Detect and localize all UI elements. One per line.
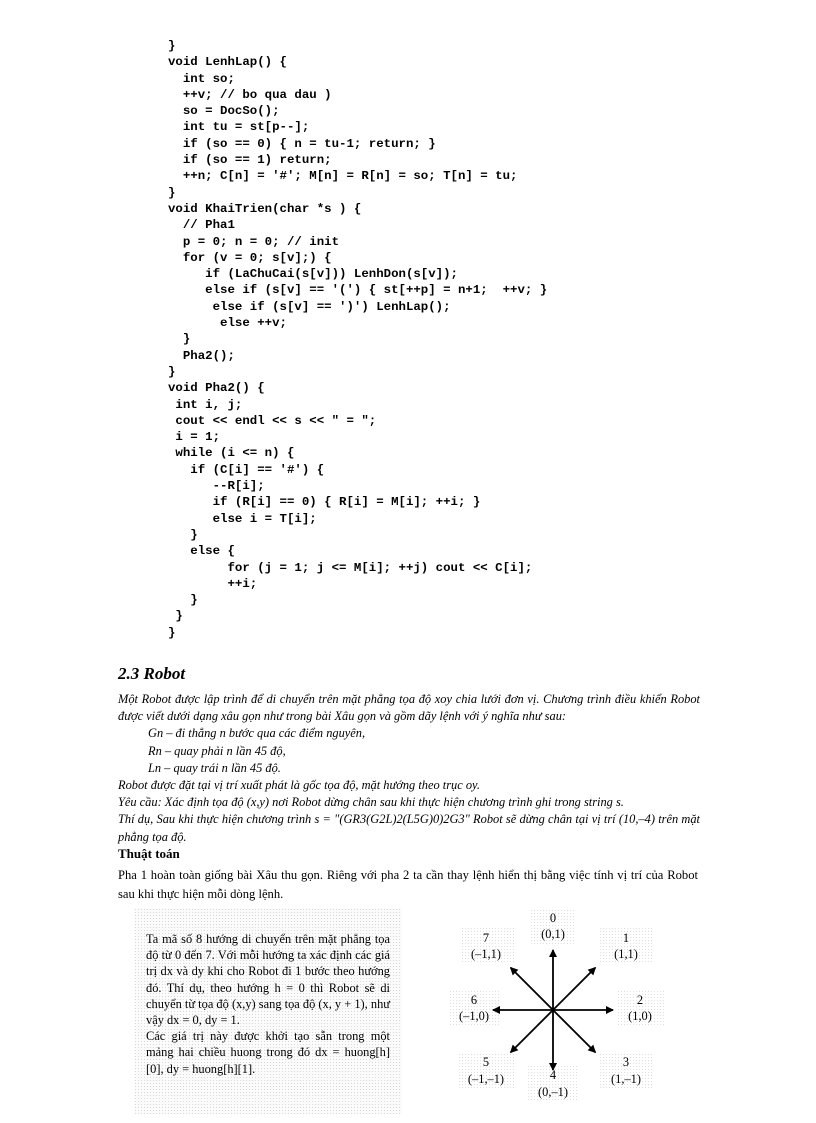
- code-line: }: [168, 39, 176, 53]
- direction-index-label: 1: [622, 931, 630, 945]
- problem-requirement: Yêu cầu: Xác định tọa độ (x,y) nơi Robot dừng chân sau khi thực hiện chương trình ghi trong string s.: [118, 795, 624, 810]
- direction-index-label: 0: [549, 911, 557, 925]
- code-line: ++v; // bo qua dau ): [168, 87, 332, 102]
- direction-index-label: 5: [482, 1055, 490, 1069]
- command-item: Ln – quay trái n lần 45 độ.: [148, 760, 281, 775]
- direction-coord-label: (0,1): [541, 927, 565, 941]
- direction-coord-label: (–1,0): [459, 1009, 489, 1023]
- code-block: [168, 38, 547, 641]
- direction-arrow-7: [511, 968, 553, 1010]
- code-line: else if (s[v] == '(') { st[++p] = n+1; ++v; }: [168, 283, 548, 298]
- code-line: else if (s[v] == ')') LenhLap();: [168, 299, 451, 314]
- code-line: i = 1;: [168, 430, 221, 445]
- code-line: if (C[i] == '#') {: [168, 462, 325, 477]
- code-line: ++n; C[n] = '#'; M[n] = R[n] = so; T[n] = tu;: [168, 169, 518, 184]
- direction-coord-label: (–1,–1): [467, 1072, 505, 1086]
- code-line: }: [168, 527, 198, 542]
- code-line: if (so == 1) return;: [168, 153, 332, 168]
- direction-index-label: 3: [622, 1055, 630, 1069]
- code-line: }: [168, 185, 176, 200]
- direction-arrow-1: [553, 968, 595, 1010]
- direction-arrow-5: [511, 1010, 553, 1052]
- section-title: 2.3 Robot: [118, 664, 186, 683]
- code-line: cout << endl << s << " = ";: [168, 413, 377, 428]
- note-paragraph-1: Ta mã số 8 hướng di chuyển trên mặt phẳng tọa độ từ 0 đến 7. Với mỗi hướng ta xác định các giá trị dx và dy khi cho Robot đi 1 bước theo hướng đó. Thí dụ, theo hướng h = 0 thì Robot sẽ di chuyển từ tọa độ (x,y) sang tọa độ (x, y + 1), như vậy dx = 0, dy = 1.: [146, 932, 390, 1028]
- code-line: int tu = st[p--];: [168, 120, 310, 135]
- direction-arrow-3: [553, 1010, 595, 1052]
- direction-index-label: 4: [549, 1068, 557, 1082]
- code-line: else i = T[i];: [168, 511, 317, 526]
- code-line: void LenhLap() {: [168, 55, 287, 70]
- direction-coord-label: (1,1): [614, 947, 638, 961]
- problem-start: Robot được đặt tại vị trí xuất phát là gốc tọa độ, mặt hướng theo trục oy.: [118, 778, 480, 793]
- code-line: if (LaChuCai(s[v])) LenhDon(s[v]);: [168, 267, 458, 282]
- code-line: while (i <= n) {: [168, 446, 295, 461]
- code-line: for (v = 0; s[v];) {: [168, 250, 332, 265]
- code-line: // Pha1: [168, 218, 235, 233]
- command-item: Rn – quay phải n lần 45 độ,: [148, 743, 286, 758]
- direction-index-label: 6: [470, 993, 478, 1007]
- code-line: p = 0; n = 0; // init: [168, 234, 340, 249]
- code-line: Pha2();: [168, 348, 235, 363]
- code-line: void KhaiTrien(char *s ) {: [168, 201, 362, 216]
- algorithm-text: Pha 1 hoàn toàn giống bài Xâu thu gọn. Riêng với pha 2 ta cần thay lệnh hiển thị bằng việc tính vị trí của Robot sau khi thực hiện mỗi dòng lệnh.: [118, 868, 698, 901]
- code-line: ++i;: [168, 576, 258, 591]
- code-line: else {: [168, 544, 235, 559]
- note-text: [146, 931, 390, 1077]
- code-line: }: [168, 364, 176, 379]
- code-line: --R[i];: [168, 479, 265, 494]
- direction-coord-label: (–1,1): [471, 947, 501, 961]
- direction-index-label: 2: [636, 993, 644, 1007]
- direction-compass-diagram: [440, 906, 700, 1116]
- code-line: int i, j;: [168, 397, 243, 412]
- direction-coord-label: (1,0): [628, 1009, 652, 1023]
- code-line: }: [168, 332, 191, 347]
- code-line: else ++v;: [168, 316, 287, 331]
- direction-index-label: 7: [482, 931, 490, 945]
- direction-coord-label: (1,–1): [611, 1072, 641, 1086]
- direction-coord-label: (0,–1): [538, 1085, 568, 1099]
- algorithm-heading: Thuật toán: [118, 846, 180, 861]
- note-paragraph-2: Các giá trị này được khởi tạo sẵn trong một mảng hai chiều huong trong đó dx = huong[h][0], dy = huong[h][1].: [146, 1029, 390, 1076]
- code-line: for (j = 1; j <= M[i]; ++j) cout << C[i];: [168, 560, 533, 575]
- problem-example: Thí dụ, Sau khi thực hiện chương trình s = "(GR3(G2L)2(L5G)0)2G3" Robot sẽ dừng chân tại vị trí (10,–4) trên mặt phẳng tọa độ.: [118, 812, 700, 844]
- code-line: int so;: [168, 71, 235, 86]
- code-line: }: [168, 593, 198, 608]
- problem-statement: [118, 691, 700, 846]
- code-line: so = DocSo();: [168, 104, 280, 119]
- command-item: Gn – đi thẳng n bước qua các điểm nguyên,: [148, 726, 366, 741]
- code-line: if (so == 0) { n = tu-1; return; }: [168, 136, 436, 151]
- code-line: }: [168, 625, 176, 640]
- code-line: if (R[i] == 0) { R[i] = M[i]; ++i; }: [168, 495, 481, 510]
- code-line: }: [168, 609, 183, 624]
- problem-intro: Một Robot được lập trình để di chuyển trên mặt phẳng tọa độ xoy chia lưới đơn vị. Chương trình điều khiển Robot được viết dưới dạng xâu gọn như trong bài Xâu gọn và gồm dãy lệnh với ý nghĩa như sau:: [118, 692, 700, 724]
- code-line: void Pha2() {: [168, 381, 265, 396]
